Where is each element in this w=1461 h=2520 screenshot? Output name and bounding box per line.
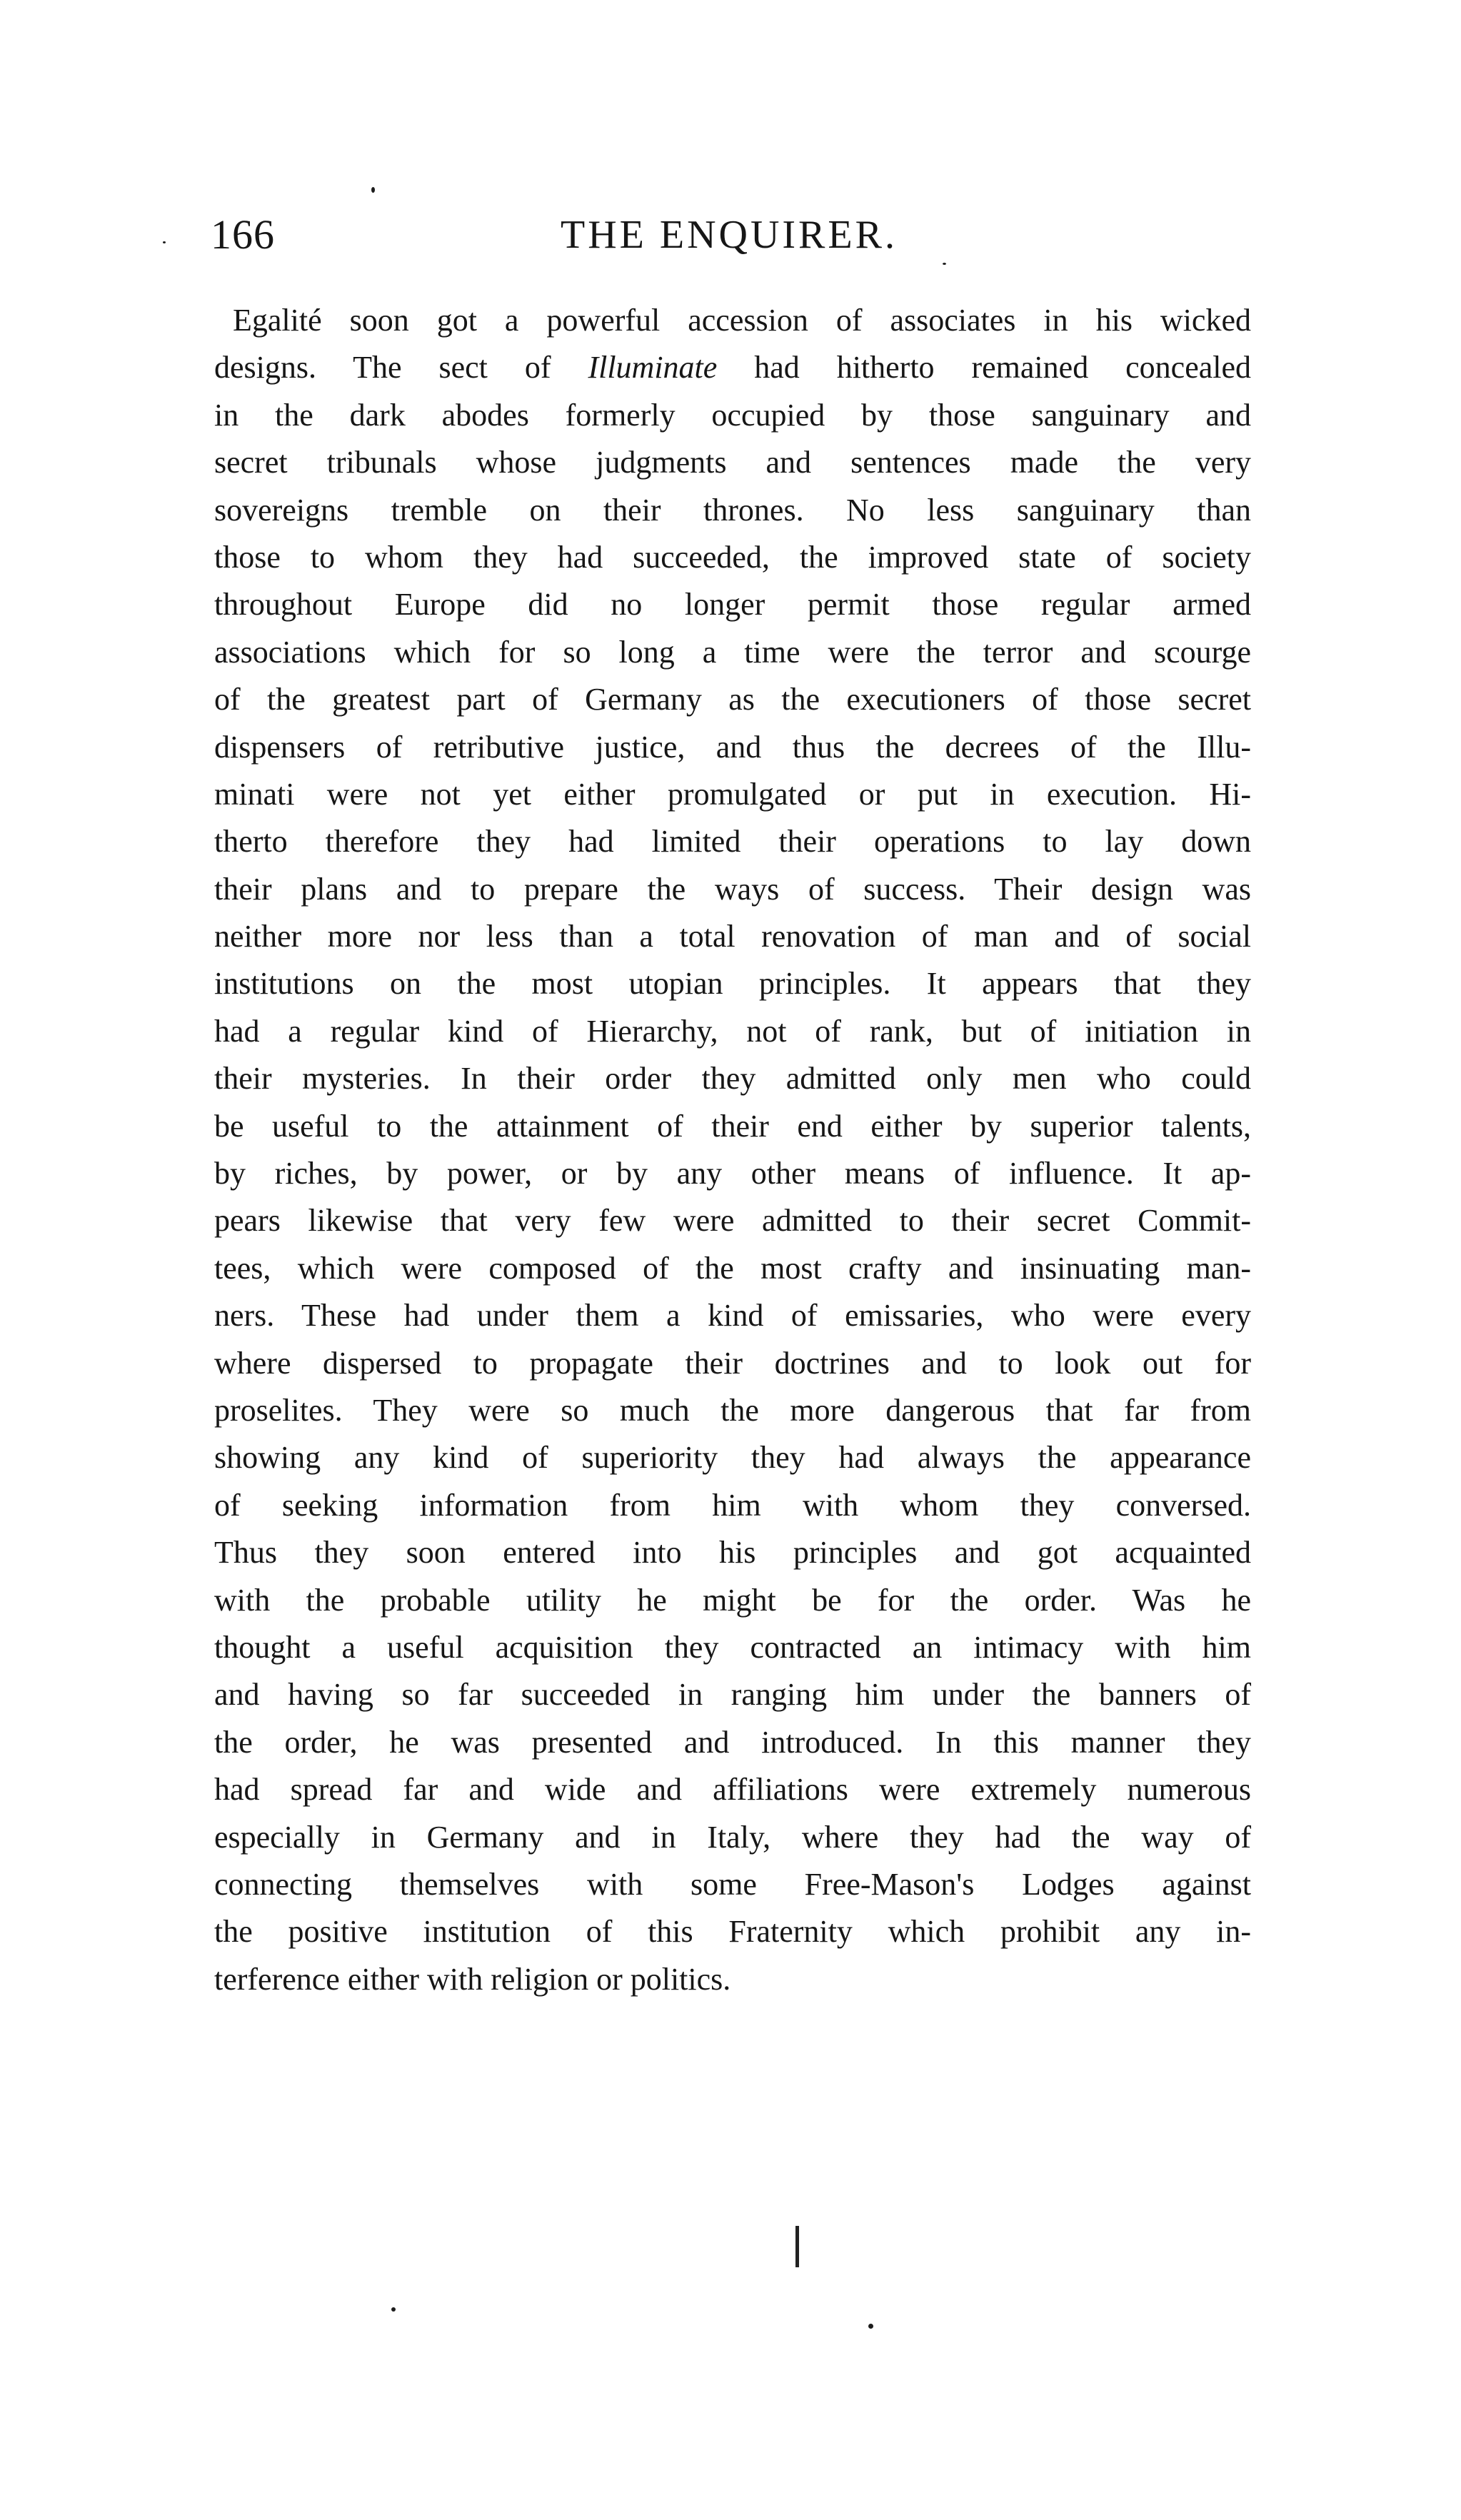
text-line: Egalité soon got a powerful accession of associates in his wicked bbox=[233, 303, 1251, 338]
text-line: be useful to the attainment of their end either by superior talents, bbox=[214, 1108, 1251, 1144]
text-line: pears likewise that very few were admitted to their secret Commit- bbox=[214, 1203, 1251, 1239]
text-line: the order, he was presented and introduced. In this manner they bbox=[214, 1724, 1251, 1760]
text-line: ners. These had under them a kind of emissaries, who were every bbox=[214, 1298, 1251, 1334]
text-line: Thus they soon entered into his principles and got acquainted bbox=[214, 1535, 1251, 1571]
text-line: tees, which were composed of the most crafty and insinuating man- bbox=[214, 1250, 1251, 1286]
text-line: throughout Europe did no longer permit those regular armed bbox=[214, 587, 1251, 623]
text-line: minati were not yet either promulgated or put in execution. Hi- bbox=[214, 776, 1251, 812]
text-line: the positive institution of this Fraternity which prohibit any in- bbox=[214, 1914, 1251, 1950]
text-line: sovereigns tremble on their thrones. No less sanguinary than bbox=[214, 492, 1251, 528]
print-speck bbox=[371, 187, 375, 193]
text-line: proselites. They were so much the more dangerous that far from bbox=[214, 1392, 1251, 1428]
text-line: neither more nor less than a total renovation of man and of social bbox=[214, 919, 1251, 954]
text-line: therto therefore they had limited their operations to lay down bbox=[214, 824, 1251, 860]
text-line: with the probable utility he might be for the order. Was he bbox=[214, 1582, 1251, 1618]
print-speck bbox=[391, 2307, 396, 2312]
running-head: THE ENQUIRER. bbox=[561, 213, 898, 257]
text-line: those to whom they had succeeded, the improved state of society bbox=[214, 539, 1251, 575]
text-line: institutions on the most utopian principles. It appears that they bbox=[214, 966, 1251, 1002]
text-line: had a regular kind of Hierarchy, not of rank, but of initiation in bbox=[214, 1013, 1251, 1049]
text-line: designs. The sect of Illuminate had hitherto remained concealed bbox=[214, 350, 1251, 385]
text-line: by riches, by power, or by any other means of influence. It ap- bbox=[214, 1156, 1251, 1191]
page-header bbox=[211, 211, 1239, 268]
text-line: their plans and to prepare the ways of success. Their design was bbox=[214, 871, 1251, 907]
text-line: where dispersed to propagate their doctrines and to look out for bbox=[214, 1345, 1251, 1381]
text-line: their mysteries. In their order they admitted only men who could bbox=[214, 1061, 1251, 1097]
text-line: showing any kind of superiority they had always the appearance bbox=[214, 1440, 1251, 1476]
text-line: had spread far and wide and affiliations were extremely numerous bbox=[214, 1772, 1251, 1808]
print-mark bbox=[795, 2226, 799, 2267]
print-speck bbox=[868, 2324, 873, 2329]
text-line: of seeking information from him with whom they conversed. bbox=[214, 1487, 1251, 1523]
text-line: of the greatest part of Germany as the executioners of those secret bbox=[214, 682, 1251, 717]
text-line: terference either with religion or politics. bbox=[214, 1961, 731, 1997]
print-speck bbox=[943, 263, 946, 265]
text-line: in the dark abodes formerly occupied by those sanguinary and bbox=[214, 397, 1251, 433]
text-line: thought a useful acquisition they contracted an intimacy with him bbox=[214, 1629, 1251, 1665]
text-line: dispensers of retributive justice, and thus the decrees of the Illu- bbox=[214, 729, 1251, 765]
page-number: 166 bbox=[211, 211, 275, 258]
text-line: especially in Germany and in Italy, where they had the way of bbox=[214, 1819, 1251, 1855]
print-speck bbox=[163, 241, 166, 243]
body-paragraph bbox=[214, 297, 1251, 2003]
text-line: secret tribunals whose judgments and sentences made the very bbox=[214, 445, 1251, 480]
text-line: associations which for so long a time were the terror and scourge bbox=[214, 634, 1251, 670]
italic-term: Illuminate bbox=[588, 350, 718, 385]
text-line: connecting themselves with some Free-Mason's Lodges against bbox=[214, 1866, 1251, 1902]
text-line: and having so far succeeded in ranging him under the banners of bbox=[214, 1677, 1251, 1713]
